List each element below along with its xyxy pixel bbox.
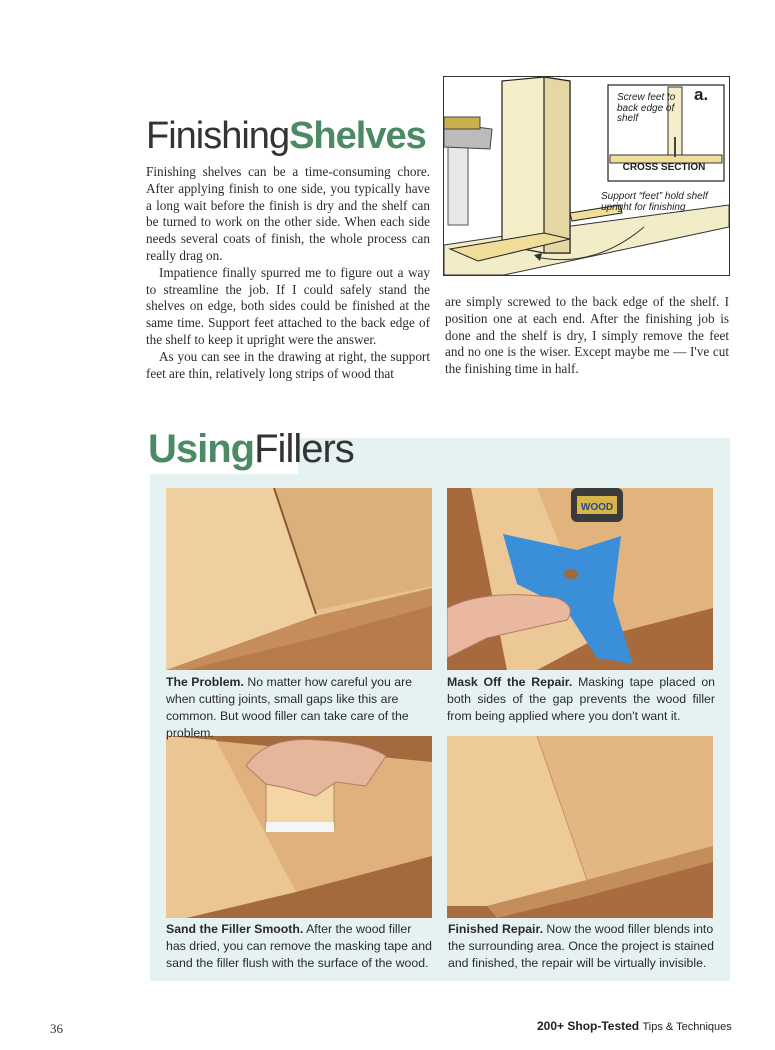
callout-screw-feet: Screw feet to back edge of shelf: [617, 92, 676, 124]
book-title-bold: 200+ Shop-Tested: [537, 1019, 640, 1033]
book-title-footer: [537, 1019, 732, 1033]
caption-text: No matter how careful you are when cutting joints, small gaps like this are common. But wood filler can take care of the problem.: [166, 675, 413, 740]
caption-heading: The Problem.: [166, 675, 244, 689]
caption-finished-repair: [448, 921, 716, 972]
book-title-rest: Tips & Techniques: [642, 1021, 732, 1033]
photo-mask-off-repair: [447, 488, 713, 670]
paragraph-3: As you can see in the drawing at right, the support feet are thin, relatively long strips of wood that: [146, 348, 430, 381]
shelves-text-column-left: [146, 164, 430, 382]
paragraph-2: Impatience finally spurred me to figure out a way to streamline the job. If I could safely stand the shelves on edge, both sides could be finished at the same time. Support feet attached to the back edge of the shelf to keep it upright were the answer.: [146, 264, 430, 347]
paragraph-1: Finishing shelves can be a time-consuming chore. After applying finish to one side, you typically have a long wait before the finish is dry and the shelf can be turned to work on the other side. When each side needs several coats of finish, the whole process can really drag on.: [146, 164, 430, 263]
shelf-support-illustration: [443, 76, 730, 276]
caption-the-problem: [166, 674, 434, 742]
cross-section-label: CROSS SECTION: [622, 162, 706, 173]
caption-text: Now the wood filler blends into the surrounding area. Once the project is stained and finished, the repair will be virtually invisible.: [448, 922, 714, 970]
caption-heading: Sand the Filler Smooth.: [166, 922, 304, 936]
finishing-shelves-title: [146, 112, 426, 160]
caption-heading: Finished Repair.: [448, 922, 543, 936]
caption-mask-off-repair: [447, 674, 715, 725]
caption-sand-filler: [166, 921, 434, 972]
page-number: 36: [50, 1021, 63, 1036]
caption-heading: Mask Off the Repair.: [447, 675, 573, 689]
figure-label: a.: [694, 85, 709, 104]
title-word-finishing: Finishing: [146, 115, 290, 157]
can-label: WOOD: [580, 502, 614, 513]
caption-text: Masking tape placed on both sides of the gap prevents the wood filler from being applied where you don't want it.: [447, 675, 715, 723]
shelves-text-column-right: [445, 294, 729, 378]
title-word-shelves: Shelves: [289, 115, 426, 157]
paragraph-4: are simply screwed to the back edge of the shelf. I position one at each end. After the finishing job is done and the shelf is dry, I simply remove the feet and no one is the wiser. Except maybe me — I've cut the finishing time in half.: [445, 294, 729, 377]
photo-the-problem: [166, 488, 432, 670]
caption-text: After the wood filler has dried, you can remove the masking tape and sand the filler flush with the surface of the wood.: [166, 922, 432, 970]
title-word-fillers: Fillers: [254, 427, 354, 471]
callout-support-feet: Support “feet” hold shelf upright for finishing: [601, 191, 708, 213]
using-fillers-title: [148, 424, 354, 474]
title-word-using: Using: [148, 427, 255, 471]
photo-sand-filler: [166, 736, 432, 918]
shelf-drawing: [444, 77, 729, 275]
photo-finished-repair: [447, 736, 713, 918]
